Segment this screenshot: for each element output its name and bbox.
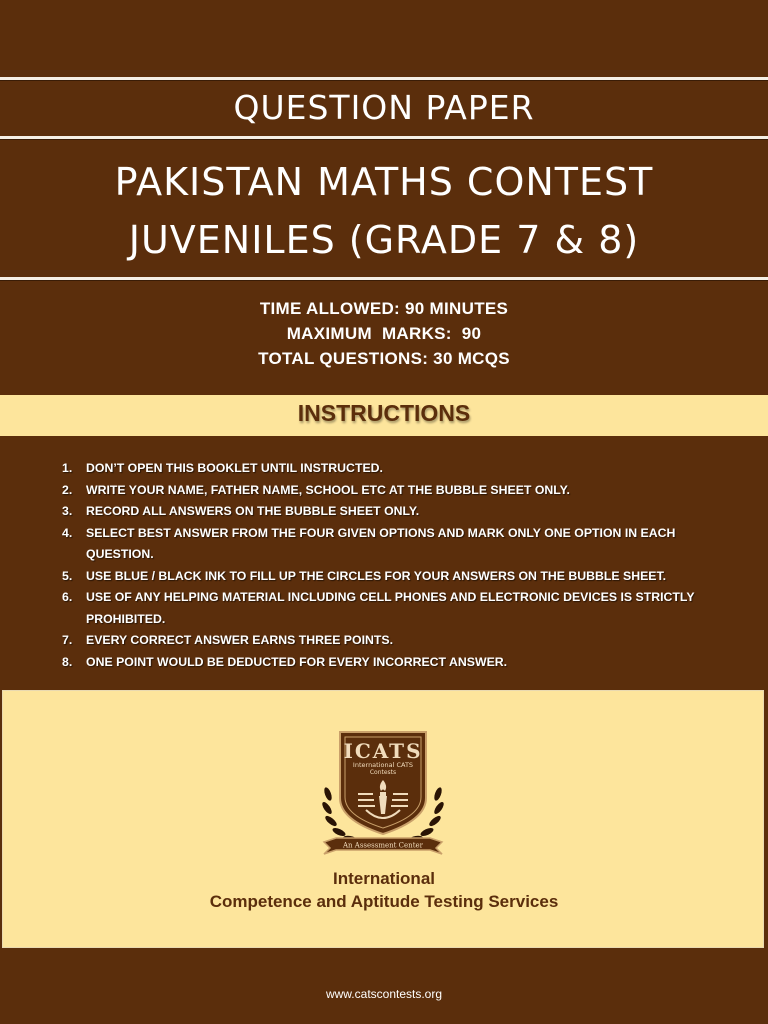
website-url: www.catscontests.org (325, 987, 443, 1001)
instructions-heading: INSTRUCTIONS (297, 400, 471, 426)
icats-logo (318, 728, 448, 862)
contest-level: JUVENILES (GRADE 7 & 8) (128, 218, 640, 262)
organization-name-line2: Competence and Aptitude Testing Services (209, 892, 559, 911)
logo-ribbon: An Assessment Center (343, 841, 423, 850)
instructions-list (60, 458, 720, 673)
logo-subtitle1: International CATS (352, 761, 414, 769)
instruction-item: 7. EVERY CORRECT ANSWER EARNS THREE POINTS. (62, 633, 394, 647)
title-divider (0, 136, 768, 139)
instruction-item: 3. RECORD ALL ANSWERS ON THE BUBBLE SHEET ONLY. (62, 504, 420, 518)
paper-label: QUESTION PAPER (233, 88, 535, 127)
subtitle-divider (0, 277, 768, 280)
instruction-item: 8. ONE POINT WOULD BE DEDUCTED FOR EVERY INCORRECT ANSWER. (62, 654, 508, 669)
top-divider (0, 77, 768, 80)
instruction-item: 6. USE OF ANY HELPING MATERIAL INCLUDING CELL PHONES AND ELECTRONIC DEVICES IS STRICTLY PROHIBITED. (62, 590, 695, 626)
total-questions: TOTAL QUESTIONS: 30 MCQS (258, 349, 510, 368)
instruction-item: 5. USE BLUE / BLACK INK TO FILL UP THE CIRCLES FOR YOUR ANSWERS ON THE BUBBLE SHEET. (62, 568, 667, 583)
contest-name: PAKISTAN MATHS CONTEST (114, 160, 654, 204)
maximum-marks: MAXIMUM MARKS: 90 (286, 324, 482, 343)
instruction-item: 1. DON’T OPEN THIS BOOKLET UNTIL INSTRUCTED. (62, 461, 383, 475)
organization-name-line1: International (332, 869, 435, 888)
logo-acronym: ICATS (343, 739, 423, 763)
logo-subtitle2: Contests (369, 769, 397, 776)
instruction-item: 2. WRITE YOUR NAME, FATHER NAME, SCHOOL ETC AT THE BUBBLE SHEET ONLY. (62, 482, 570, 497)
time-allowed: TIME ALLOWED: 90 MINUTES (259, 299, 509, 318)
instruction-item: 4. SELECT BEST ANSWER FROM THE FOUR GIVEN OPTIONS AND MARK ONLY ONE OPTION IN EACH QUESTION. (62, 525, 676, 561)
